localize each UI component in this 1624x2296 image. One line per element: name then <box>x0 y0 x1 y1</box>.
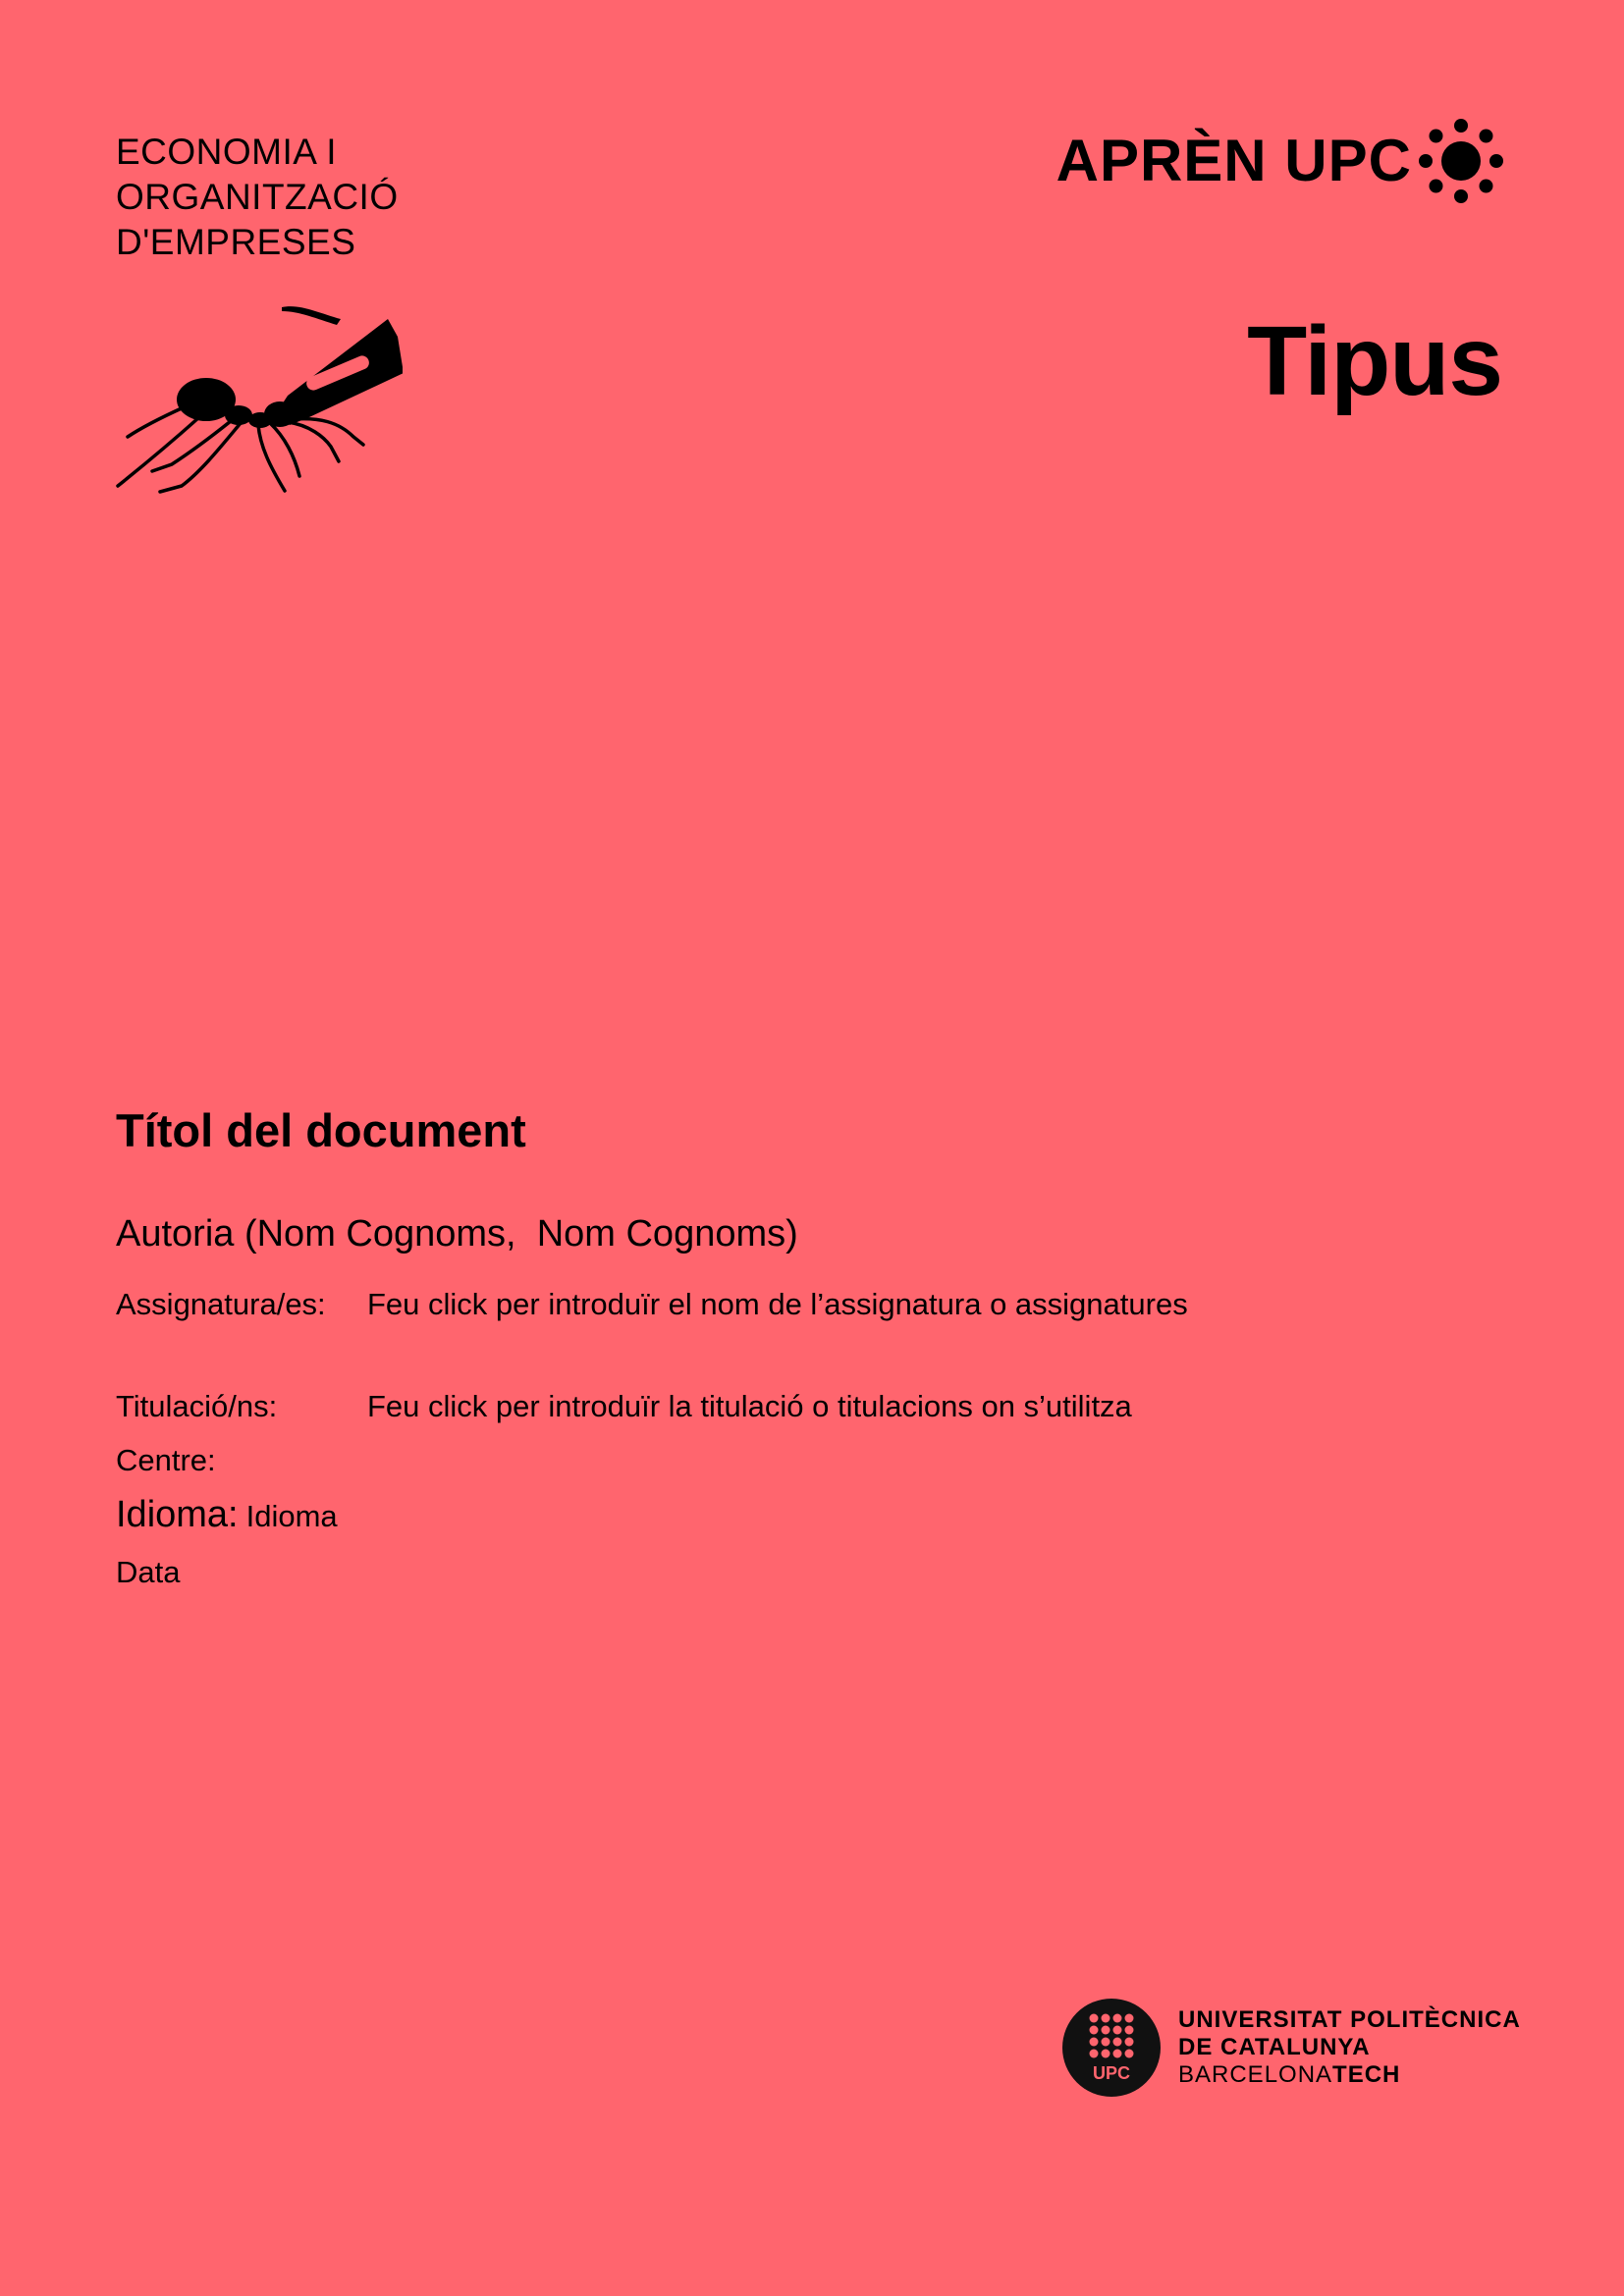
language-label: Idioma: <box>116 1494 239 1535</box>
upc-name-line <box>1178 2061 1521 2089</box>
upc-tech: TECH <box>1332 2061 1401 2088</box>
centre-row <box>116 1445 216 1475</box>
date-field[interactable]: Data <box>116 1555 181 1589</box>
document-type: Tipus <box>1247 306 1502 416</box>
upc-name <box>1178 2006 1521 2089</box>
centre-label: Centre: <box>116 1443 216 1477</box>
upc-seal-icon <box>1062 1999 1161 2097</box>
degree-row <box>116 1391 1132 1421</box>
subject-label: Assignatura/es: <box>116 1287 326 1321</box>
upc-logo <box>1062 1999 1521 2097</box>
department-name <box>116 130 399 265</box>
upc-name-line: DE CATALUNYA <box>1178 2034 1371 2060</box>
department-line: ORGANITZACIÓ <box>116 177 399 217</box>
authors-field[interactable]: Autoria (Nom Cognoms, Nom Cognoms) <box>116 1213 798 1255</box>
upc-city: BARCELONA <box>1178 2061 1333 2088</box>
language-field[interactable]: Idioma <box>245 1499 338 1533</box>
apren-upc-brand <box>1056 116 1506 206</box>
degree-field[interactable]: Feu click per introduïr la titulació o titulacions on s’utilitza <box>367 1389 1132 1423</box>
dotted-sun-icon <box>1416 116 1506 206</box>
document-title[interactable]: Títol del document <box>116 1104 526 1156</box>
upc-seal-text: UPC <box>1092 2063 1131 2083</box>
degree-label: Titulació/ns: <box>116 1389 278 1423</box>
subject-field[interactable]: Feu click per introduïr el nom de l’assignatura o assignatures <box>367 1287 1188 1321</box>
date-row <box>116 1557 180 1587</box>
department-line: D'EMPRESES <box>116 222 356 262</box>
upc-name-line: UNIVERSITAT POLITÈCNICA <box>1178 2006 1521 2033</box>
department-line: ECONOMIA I <box>116 132 337 172</box>
subject-row <box>116 1289 1188 1319</box>
ant-carrying-tool-illustration <box>113 299 403 496</box>
brand-name: APRÈN UPC <box>1056 128 1412 193</box>
language-row <box>116 1496 338 1533</box>
